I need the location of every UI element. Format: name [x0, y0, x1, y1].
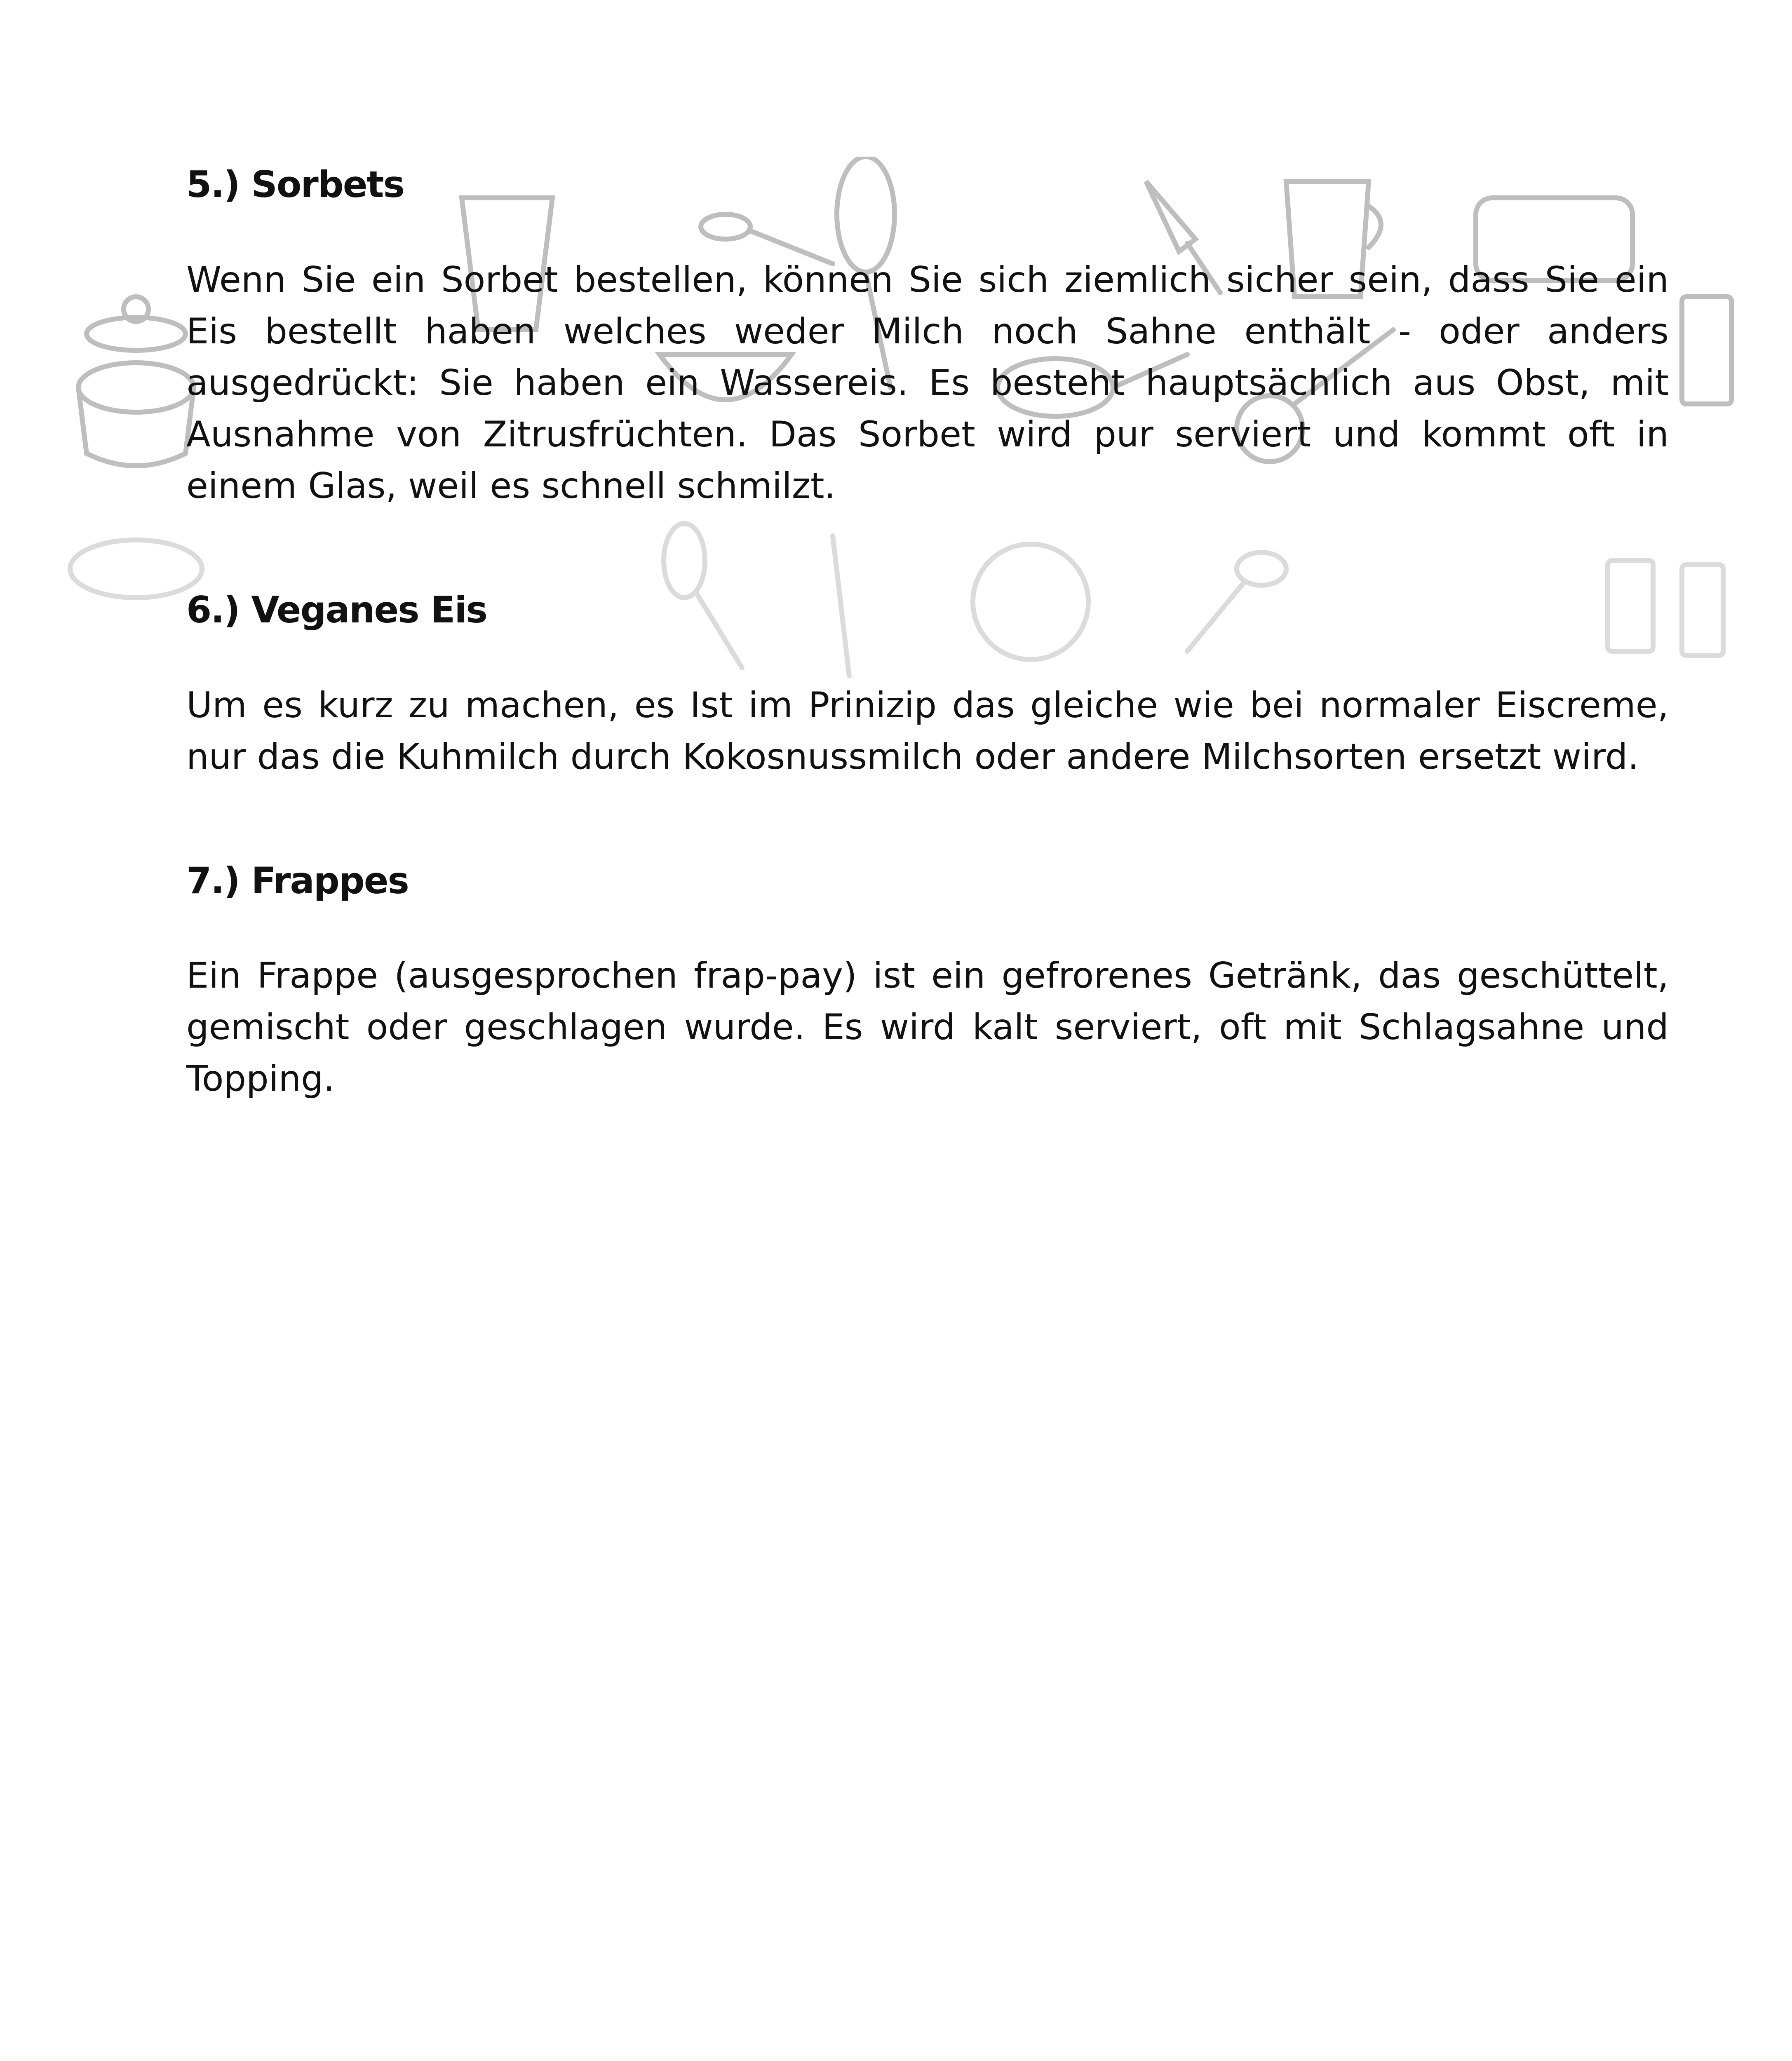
pot-icon	[70, 540, 202, 598]
section-heading: 7.) Frappes	[186, 859, 409, 902]
section-heading: 6.) Veganes Eis	[186, 588, 487, 631]
document-content	[186, 165, 1669, 1183]
section-frappes	[186, 861, 1669, 1105]
section-paragraph: Ein Frappe (ausgesprochen frap-pay) ist ein gefrorenes Getränk, das geschüttelt, gemischt oder geschlagen wurde. Es wird kalt serviert, oft mit Schlagsahne und Topping.	[186, 955, 1669, 1100]
pot-icon	[78, 297, 194, 466]
section-veganes-eis	[186, 590, 1669, 783]
section-paragraph: Wenn Sie ein Sorbet bestellen, können Sie sich ziemlich sicher sein, dass Sie ein Eis bestellt haben welches weder Milch noch Sahne enthält - oder anders ausgedrückt: Sie haben ein Wassereis. Es besteht hauptsächlich aus Obst, mit Ausnahme von Zitrusfrüchten. Das Sorbet wird pur serviert und kommt oft in einem Glas, weil es schnell schmilzt.	[186, 259, 1669, 507]
grater-icon	[1682, 297, 1731, 404]
section-sorbets	[186, 165, 1669, 512]
section-paragraph: Um es kurz zu machen, es Ist im Prinizip das gleiche wie bei normaler Eiscreme, nur das die Kuhmilch durch Kokosnussmilch oder andere Milchsorten ersetzt wird.	[186, 684, 1669, 777]
section-heading: 5.) Sorbets	[186, 163, 404, 206]
